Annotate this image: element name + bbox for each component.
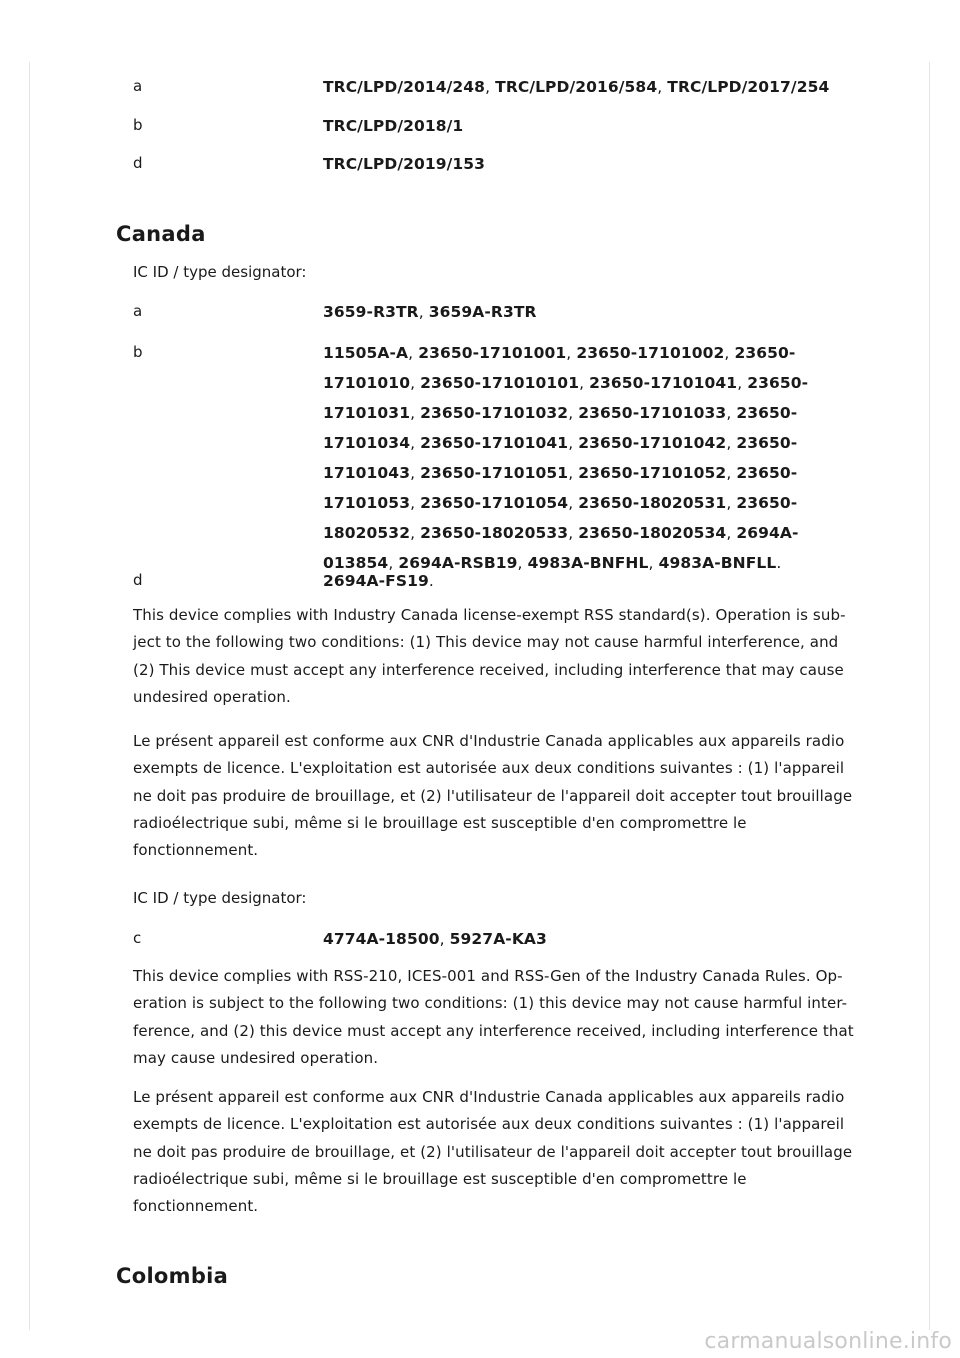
device-code: 23650- <box>736 434 798 452</box>
code-separator: , <box>410 404 421 422</box>
code-separator: , <box>568 494 579 512</box>
section-heading-colombia: Colombia <box>116 1264 229 1288</box>
row-codes <box>323 566 863 596</box>
approval-row-a <box>133 72 863 102</box>
device-code: 23650- <box>747 374 809 392</box>
code-separator: , <box>418 303 429 321</box>
device-code: 23650-17101032 <box>420 404 569 422</box>
device-code: 23650-17101041 <box>589 374 738 392</box>
device-code: 2694A-RSB19 <box>398 554 518 572</box>
watermark: carmanualsonline.info <box>704 1329 952 1354</box>
code-separator: . <box>776 554 782 572</box>
code-separator: , <box>517 554 528 572</box>
code-line <box>323 488 863 518</box>
row-key: b <box>133 343 143 361</box>
device-code: 4983A-BNFLL <box>658 554 777 572</box>
row-codes <box>323 338 863 578</box>
code-separator: , <box>726 524 737 542</box>
code-separator: , <box>726 434 737 452</box>
canada-row-c <box>133 924 863 954</box>
device-code: 23650-17101001 <box>418 344 567 362</box>
ic-id-label: IC ID / type designator: <box>133 263 307 281</box>
device-code: 2694A- <box>736 524 799 542</box>
device-code: 23650-18020534 <box>578 524 727 542</box>
device-code: 23650-17101042 <box>578 434 727 452</box>
code-separator: , <box>724 344 735 362</box>
code-separator: , <box>726 494 737 512</box>
device-code: 17101053 <box>323 494 411 512</box>
row-key: c <box>133 929 142 947</box>
device-code: 11505A-A <box>323 344 409 362</box>
row-key: b <box>133 116 143 134</box>
device-code: TRC/LPD/2014/248 <box>323 78 486 96</box>
row-key: a <box>133 302 143 320</box>
ic-id-label-2: IC ID / type designator: <box>133 889 307 907</box>
paragraph-en-1: This device complies with Industry Canada license-exempt RSS standard(s). Operation is sub-ject to the following two conditions: (1) This device may not cause harmful interference, and (2) This device must accept any interference received, including interference that may cause undesired operation. <box>133 606 846 706</box>
code-line <box>323 338 863 368</box>
left-margin-line <box>29 62 30 1330</box>
device-code: 17101034 <box>323 434 411 452</box>
device-code: 3659A-R3TR <box>428 303 537 321</box>
code-line <box>323 398 863 428</box>
row-codes <box>323 111 863 141</box>
device-code: 23650-17101054 <box>420 494 569 512</box>
row-codes <box>323 297 863 327</box>
device-code: 23650-18020531 <box>578 494 727 512</box>
device-code: 23650-17101033 <box>578 404 727 422</box>
code-separator: , <box>566 344 577 362</box>
code-separator: , <box>410 464 421 482</box>
device-code: 23650-18020533 <box>420 524 569 542</box>
code-separator: , <box>726 404 737 422</box>
canada-row-b <box>133 338 863 578</box>
code-line <box>323 458 863 488</box>
device-code: 18020532 <box>323 524 411 542</box>
paragraph-fr-1: Le présent appareil est conforme aux CNR d'Industrie Canada applicables aux appareils radio exempts de licence. L'exploitation est autorisée aux deux conditions suivantes : (1) l'appareil ne doit pas produire de brouillage, et (2) l'utilisateur de l'appareil doit accepter tout brouillage radioélectrique subi, même si le brouillage est susceptible d'en compromettre le fonctionnement. <box>133 732 853 860</box>
code-separator: , <box>410 494 421 512</box>
section-heading-canada: Canada <box>116 222 206 246</box>
canada-row-d <box>133 566 863 596</box>
device-code: TRC/LPD/2019/153 <box>323 155 486 173</box>
code-separator: , <box>568 524 579 542</box>
code-separator: , <box>579 374 590 392</box>
device-code: 23650-17101002 <box>576 344 725 362</box>
code-separator: , <box>657 78 668 96</box>
code-separator: , <box>410 524 421 542</box>
device-code: 23650- <box>734 344 796 362</box>
right-margin-line <box>929 62 930 1330</box>
device-code: 23650-171010101 <box>420 374 580 392</box>
device-code: TRC/LPD/2017/254 <box>667 78 830 96</box>
device-code: TRC/LPD/2016/584 <box>495 78 658 96</box>
paragraph-en-2: This device complies with RSS-210, ICES-001 and RSS-Gen of the Industry Canada Rules. Op-eration is subject to the following two conditions: (1) this device may not cause harmful inter-ference, and (2) this device must accept any interference received, including interference that may cause undesired operation. <box>133 967 854 1067</box>
device-code: 17101043 <box>323 464 411 482</box>
row-key: d <box>133 571 143 589</box>
row-codes <box>323 149 863 179</box>
paragraph-fr-2: Le présent appareil est conforme aux CNR d'Industrie Canada applicables aux appareils radio exempts de licence. L'exploitation est autorisée aux deux conditions suivantes : (1) l'appareil ne doit pas produire de brouillage, et (2) l'utilisateur de l'appareil doit accepter tout brouillage radioélectrique subi, même si le brouillage est susceptible d'en compromettre le fonctionnement. <box>133 1088 853 1216</box>
device-code: 17101031 <box>323 404 411 422</box>
approval-row-d <box>133 149 863 179</box>
device-code: 23650- <box>736 494 798 512</box>
device-code: 4983A-BNFHL <box>527 554 649 572</box>
row-codes <box>323 72 863 102</box>
code-separator: , <box>568 464 579 482</box>
row-codes <box>323 924 863 954</box>
code-separator: , <box>410 434 421 452</box>
code-line <box>323 428 863 458</box>
canada-row-a <box>133 297 863 327</box>
code-separator: , <box>568 404 579 422</box>
code-separator: , <box>568 434 579 452</box>
device-code: 23650-17101041 <box>420 434 569 452</box>
code-line <box>323 368 863 398</box>
code-separator: , <box>439 930 450 948</box>
device-code: 23650- <box>736 464 798 482</box>
row-key: d <box>133 154 143 172</box>
approval-row-b <box>133 111 863 141</box>
row-key: a <box>133 77 143 95</box>
device-code: 5927A-KA3 <box>449 930 547 948</box>
code-end-punctuation: . <box>428 572 434 590</box>
device-code: 23650- <box>736 404 798 422</box>
code-separator: , <box>726 464 737 482</box>
device-code: 3659-R3TR <box>323 303 419 321</box>
code-separator: , <box>410 374 421 392</box>
device-code: TRC/LPD/2018/1 <box>323 117 464 135</box>
device-code: 23650-17101051 <box>420 464 569 482</box>
code-separator: , <box>388 554 399 572</box>
code-separator: , <box>648 554 659 572</box>
code-separator: , <box>737 374 748 392</box>
code-line <box>323 518 863 548</box>
device-code: 2694A-FS19 <box>323 572 429 590</box>
device-code: 17101010 <box>323 374 411 392</box>
code-separator: , <box>408 344 419 362</box>
device-code: 4774A-18500 <box>323 930 440 948</box>
device-code: 23650-17101052 <box>578 464 727 482</box>
device-code: 013854 <box>323 554 389 572</box>
code-separator: , <box>485 78 496 96</box>
